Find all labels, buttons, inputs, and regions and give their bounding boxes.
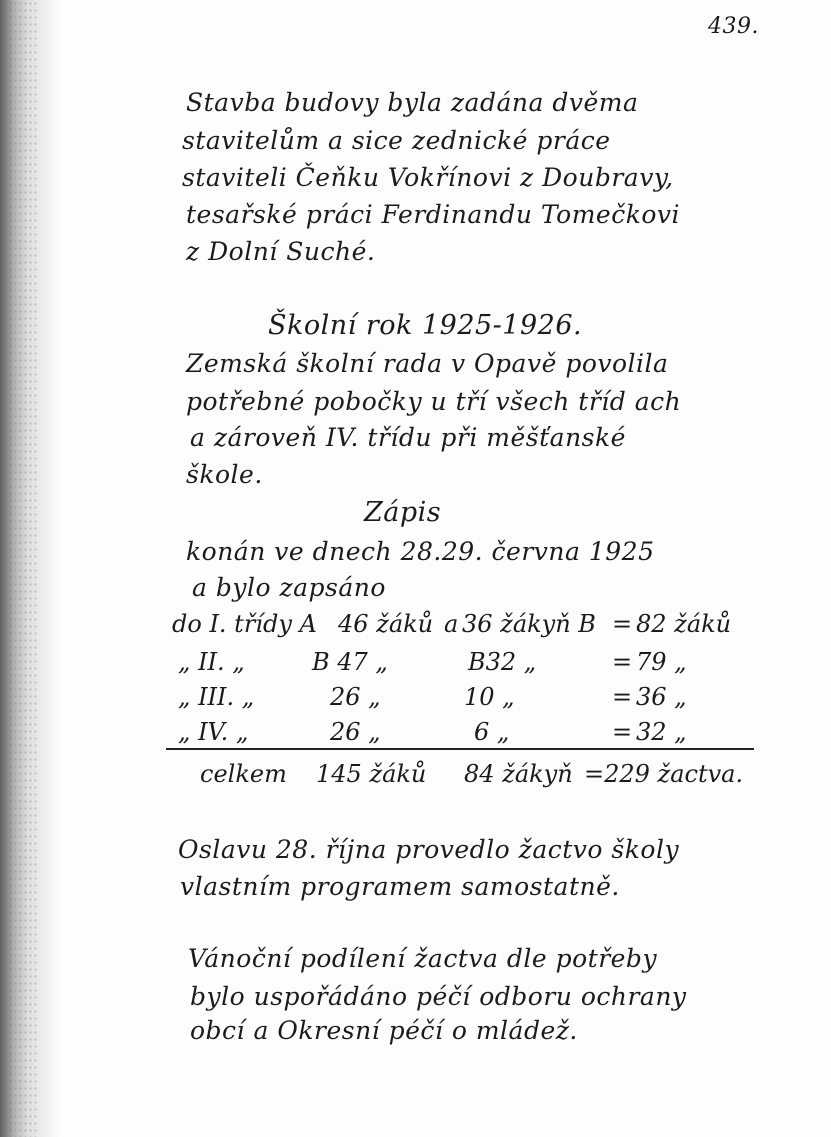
enrollment-intro-line-2: a bylo zapsáno bbox=[192, 573, 386, 602]
boys-cell: B 47 „ bbox=[312, 648, 388, 676]
para2-line-3: a zároveň IV. třídu při měšťanské bbox=[190, 423, 626, 452]
para3-line-1: Oslavu 28. října provedlo žactvo školy bbox=[178, 835, 680, 864]
girls-cell: B32 „ bbox=[468, 648, 537, 676]
and-cell: a bbox=[444, 610, 459, 638]
total-cell: 79 „ bbox=[636, 648, 687, 676]
para1-line-3: staviteli Čeňku Vokřínovi z Doubravy, bbox=[182, 163, 674, 192]
equals-cell: = bbox=[612, 718, 633, 746]
para1-line-5: z Dolní Suché. bbox=[186, 237, 376, 266]
para4-line-1: Vánoční podílení žactva dle potřeby bbox=[188, 944, 658, 973]
enrollment-heading: Zápis bbox=[364, 497, 442, 528]
page-number: 439. bbox=[708, 14, 759, 39]
para1-line-1: Stavba budovy byla zadána dvěma bbox=[186, 88, 639, 117]
total-girls: 84 žákyň bbox=[464, 760, 573, 788]
grade-cell: „ III. „ bbox=[178, 683, 255, 711]
para4-line-2: bylo uspořádáno péčí odboru ochrany bbox=[190, 982, 687, 1011]
para2-line-1: Zemská školní rada v Opavě povolila bbox=[186, 349, 669, 378]
grade-cell: „ IV. „ bbox=[178, 718, 249, 746]
sum-divider-line bbox=[166, 748, 754, 750]
equals-cell: = bbox=[612, 683, 633, 711]
para1-line-4: tesařské práci Ferdinandu Tomečkovi bbox=[186, 200, 681, 229]
total-cell: 32 „ bbox=[636, 718, 687, 746]
equals-cell: = bbox=[612, 648, 633, 676]
total-label: celkem bbox=[200, 760, 287, 788]
boys-cell: 26 „ bbox=[330, 718, 381, 746]
boys-cell: 26 „ bbox=[330, 683, 381, 711]
enrollment-intro-line-1: konán ve dnech 28.29. června 1925 bbox=[186, 537, 655, 566]
grade-cell: do I. třídy A bbox=[172, 610, 317, 638]
girls-cell: 10 „ bbox=[464, 683, 515, 711]
boys-cell: 46 žáků bbox=[338, 610, 434, 638]
school-year-heading: Školní rok 1925-1926. bbox=[268, 310, 583, 341]
para3-line-2: vlastním programem samostatně. bbox=[180, 872, 620, 901]
total-boys: 145 žáků bbox=[316, 760, 427, 788]
grade-cell: „ II. „ bbox=[178, 648, 245, 676]
total-cell: 82 žáků bbox=[636, 610, 732, 638]
para2-line-2: potřebné pobočky u tří všech tříd ach bbox=[186, 387, 682, 416]
equals-cell: = bbox=[612, 610, 633, 638]
para2-line-4: škole. bbox=[186, 460, 263, 489]
para1-line-2: stavitelům a sice zednické práce bbox=[182, 126, 611, 155]
girls-cell: 6 „ bbox=[474, 718, 510, 746]
para4-line-3: obcí a Okresní péčí o mládež. bbox=[190, 1016, 578, 1045]
girls-cell: 36 žákyň B bbox=[462, 610, 596, 638]
scan-speckle bbox=[8, 0, 38, 1137]
total-cell: 36 „ bbox=[636, 683, 687, 711]
grand-total: =229 žactva. bbox=[584, 760, 744, 788]
